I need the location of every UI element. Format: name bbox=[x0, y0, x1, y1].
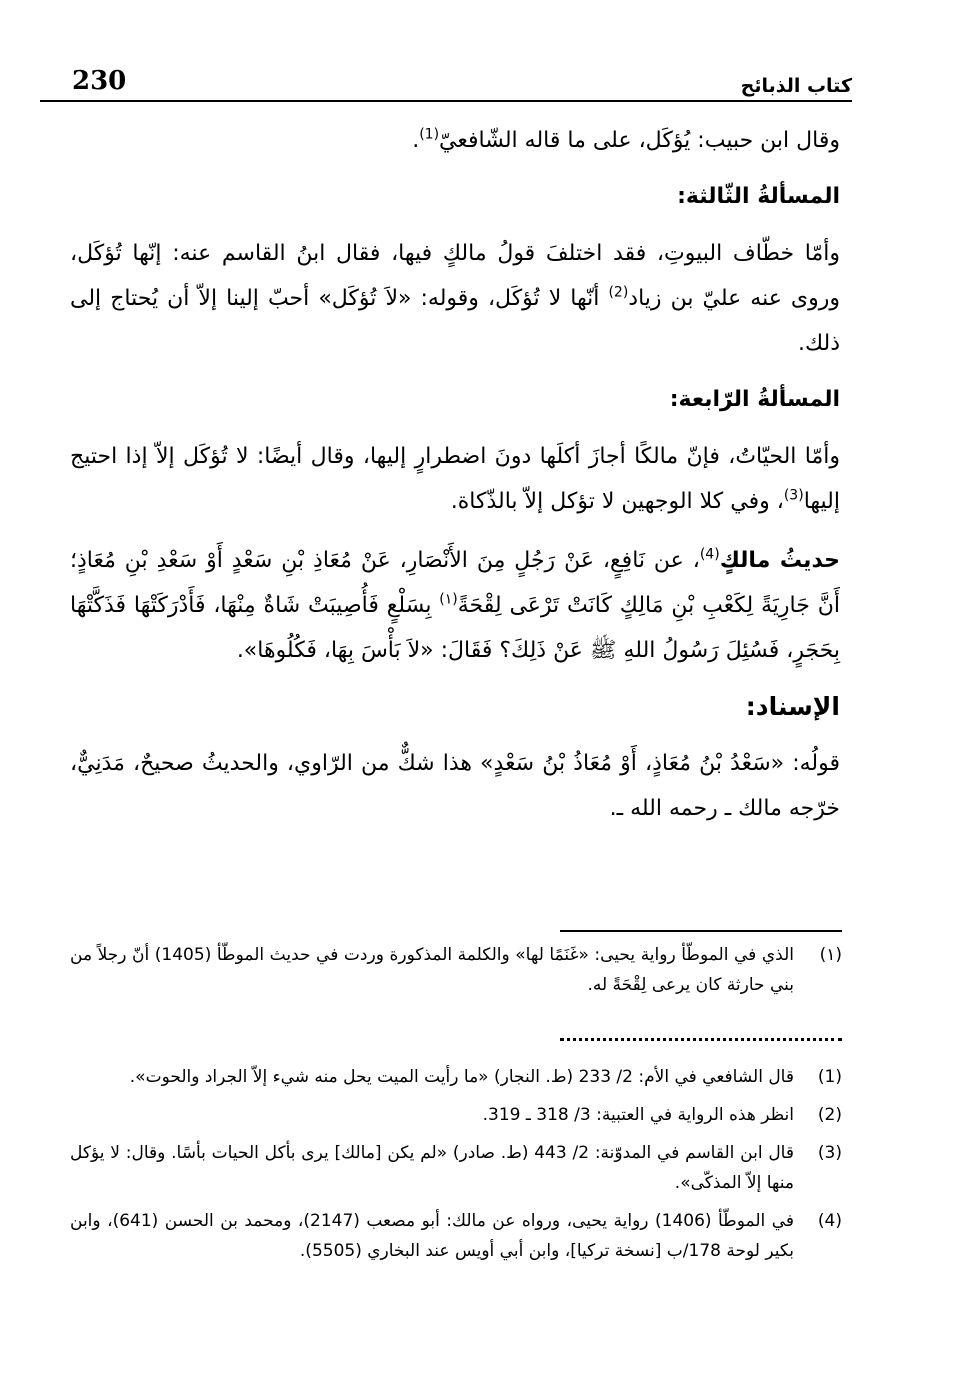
note-number: (1) bbox=[817, 1067, 842, 1087]
footnote-ref: (4) bbox=[699, 546, 720, 563]
note-number: (١) bbox=[819, 945, 842, 965]
chapter-title: كتاب الذبائح bbox=[740, 75, 852, 97]
paragraph-tail: ، وفي كلا الوجهين لا تؤكل إلاّ بالذّكاة. bbox=[450, 489, 784, 514]
footnote-dotted-separator bbox=[560, 1038, 842, 1047]
paragraph-isnad: قولُه: «سَعْدُ بْنُ مُعَاذٍ، أَوْ مُعَاذُ بْنُ سَعْدٍ» هذا شكٌّ من الرّاوي، والحديثُ صحيحٌ، مَدَنِيٌّ، خرّجه مالك ـ رحمه الله ـ. bbox=[70, 751, 840, 821]
main-text bbox=[70, 118, 840, 845]
footnote-item bbox=[70, 1138, 842, 1198]
heading-isnad: الإسناد: bbox=[745, 692, 840, 721]
paragraph-text: وقال ابن حبيب: يُؤكَل، على ما قاله الشّافعيّ bbox=[439, 128, 840, 153]
running-header bbox=[40, 60, 852, 102]
hadith-text: ، عن نَافِعٍ، عَنْ رَجُلٍ مِنَ الأَنْصَارِ، عَنْ مُعَاذِ بْنِ سَعْدٍ أَوْ سَعْدِ بْنِ مُعَاذٍ؛ أَنَّ جَارِيَةً لِكَعْبِ بْنِ مَالِكٍ كَانَتْ تَرْعَى لِقْحَةً bbox=[70, 548, 840, 618]
paragraph-swallows bbox=[70, 231, 840, 366]
paragraph-text: وأمّا خطّاف البيوتِ، فقد اختلفَ قولُ مالكٍ فيها، فقال ابنُ القاسم عنه: إنّها تُؤكَل، وروى عنه عليّ بن زياد bbox=[70, 241, 840, 311]
footnote-ref: (2) bbox=[608, 284, 629, 301]
editor-note-ref: (١) bbox=[439, 591, 458, 608]
note-text: قال الشافعي في الأم: 2/ 233 (ط. النجار) «ما رأيت الميت يحل منه شيء إلاّ الجراد والحوت». bbox=[129, 1067, 794, 1087]
note-text: الذي في الموطّأ رواية يحيى: «غَنَمًا لها» والكلمة المذكورة وردت في حديث الموطّأ (1405) أنّ رجلاً من بني حارثة كان يرعى لِقْحَةً له. bbox=[70, 945, 794, 995]
note-number: (2) bbox=[817, 1105, 842, 1125]
footnotes bbox=[70, 1062, 842, 1274]
hadith-paragraph bbox=[70, 538, 840, 673]
note-text: انظر هذه الرواية في العتبية: 3/ 318 ـ 319. bbox=[482, 1105, 794, 1125]
note-number: (4) bbox=[817, 1211, 842, 1231]
page-number: 230 bbox=[72, 66, 127, 96]
editor-note-block bbox=[70, 940, 842, 1008]
footnote-item bbox=[70, 1062, 842, 1092]
heading-fourth-issue: المسألةُ الرّابعة: bbox=[669, 387, 840, 412]
paragraph-tail: . bbox=[412, 128, 420, 153]
footnote-ref: (1) bbox=[419, 126, 440, 143]
paragraph-tail: أنّها لا تُؤكَل، وقوله: «لاَ تُؤكَل» أحبّ إلينا إلاّ أن يُحتاج إلى ذلك. bbox=[70, 286, 840, 356]
paragraph-snakes bbox=[70, 434, 840, 524]
hadith-tail: بِسَلْعٍ فَأُصِيبَتْ شَاةٌ مِنْهَا، فَأَدْرَكَتْهَا فَذَكَّتْهَا بِحَجَرٍ، فَسُئِلَ رَسُولُ اللهِ ﷺ عَنْ ذَلِكَ؟ فَقَالَ: «لاَ بَأْسَ بِهَا، فَكُلُوهَا». bbox=[70, 593, 840, 663]
paragraph-ibn-habib bbox=[70, 118, 840, 163]
note-text: في الموطّأ (1406) رواية يحيى، ورواه عن مالك: أبو مصعب (2147)، ومحمد بن الحسن (641)، وابن بكير لوحة 178/ب [نسخة تركيا]، وابن أبي أويس عند البخاري (5505). bbox=[70, 1211, 794, 1261]
heading-third-issue: المسألةُ الثّالثة: bbox=[677, 184, 840, 209]
note-number: (3) bbox=[817, 1143, 842, 1163]
paragraph-text: وأمّا الحيّاتُ، فإنّ مالكًا أجازَ أكلَها دونَ اضطرارٍ إليها، وقال أيضًا: لا تُؤكَل إلاّ إذا احتيج إليها bbox=[70, 444, 840, 514]
footnote-separator bbox=[560, 930, 842, 932]
editor-note bbox=[70, 940, 842, 1000]
hadith-lead: حديثُ مالكٍ bbox=[719, 548, 841, 573]
footnote-item bbox=[70, 1100, 842, 1130]
footnote-ref: (3) bbox=[783, 487, 804, 504]
note-text: قال ابن القاسم في المدوّنة: 2/ 443 (ط. صادر) «لم يكن [مالك] يرى بأكل الحيات بأسًا. وقال: لا يؤكل منها إلاّ المذكّى». bbox=[70, 1143, 794, 1193]
footnote-item bbox=[70, 1206, 842, 1266]
